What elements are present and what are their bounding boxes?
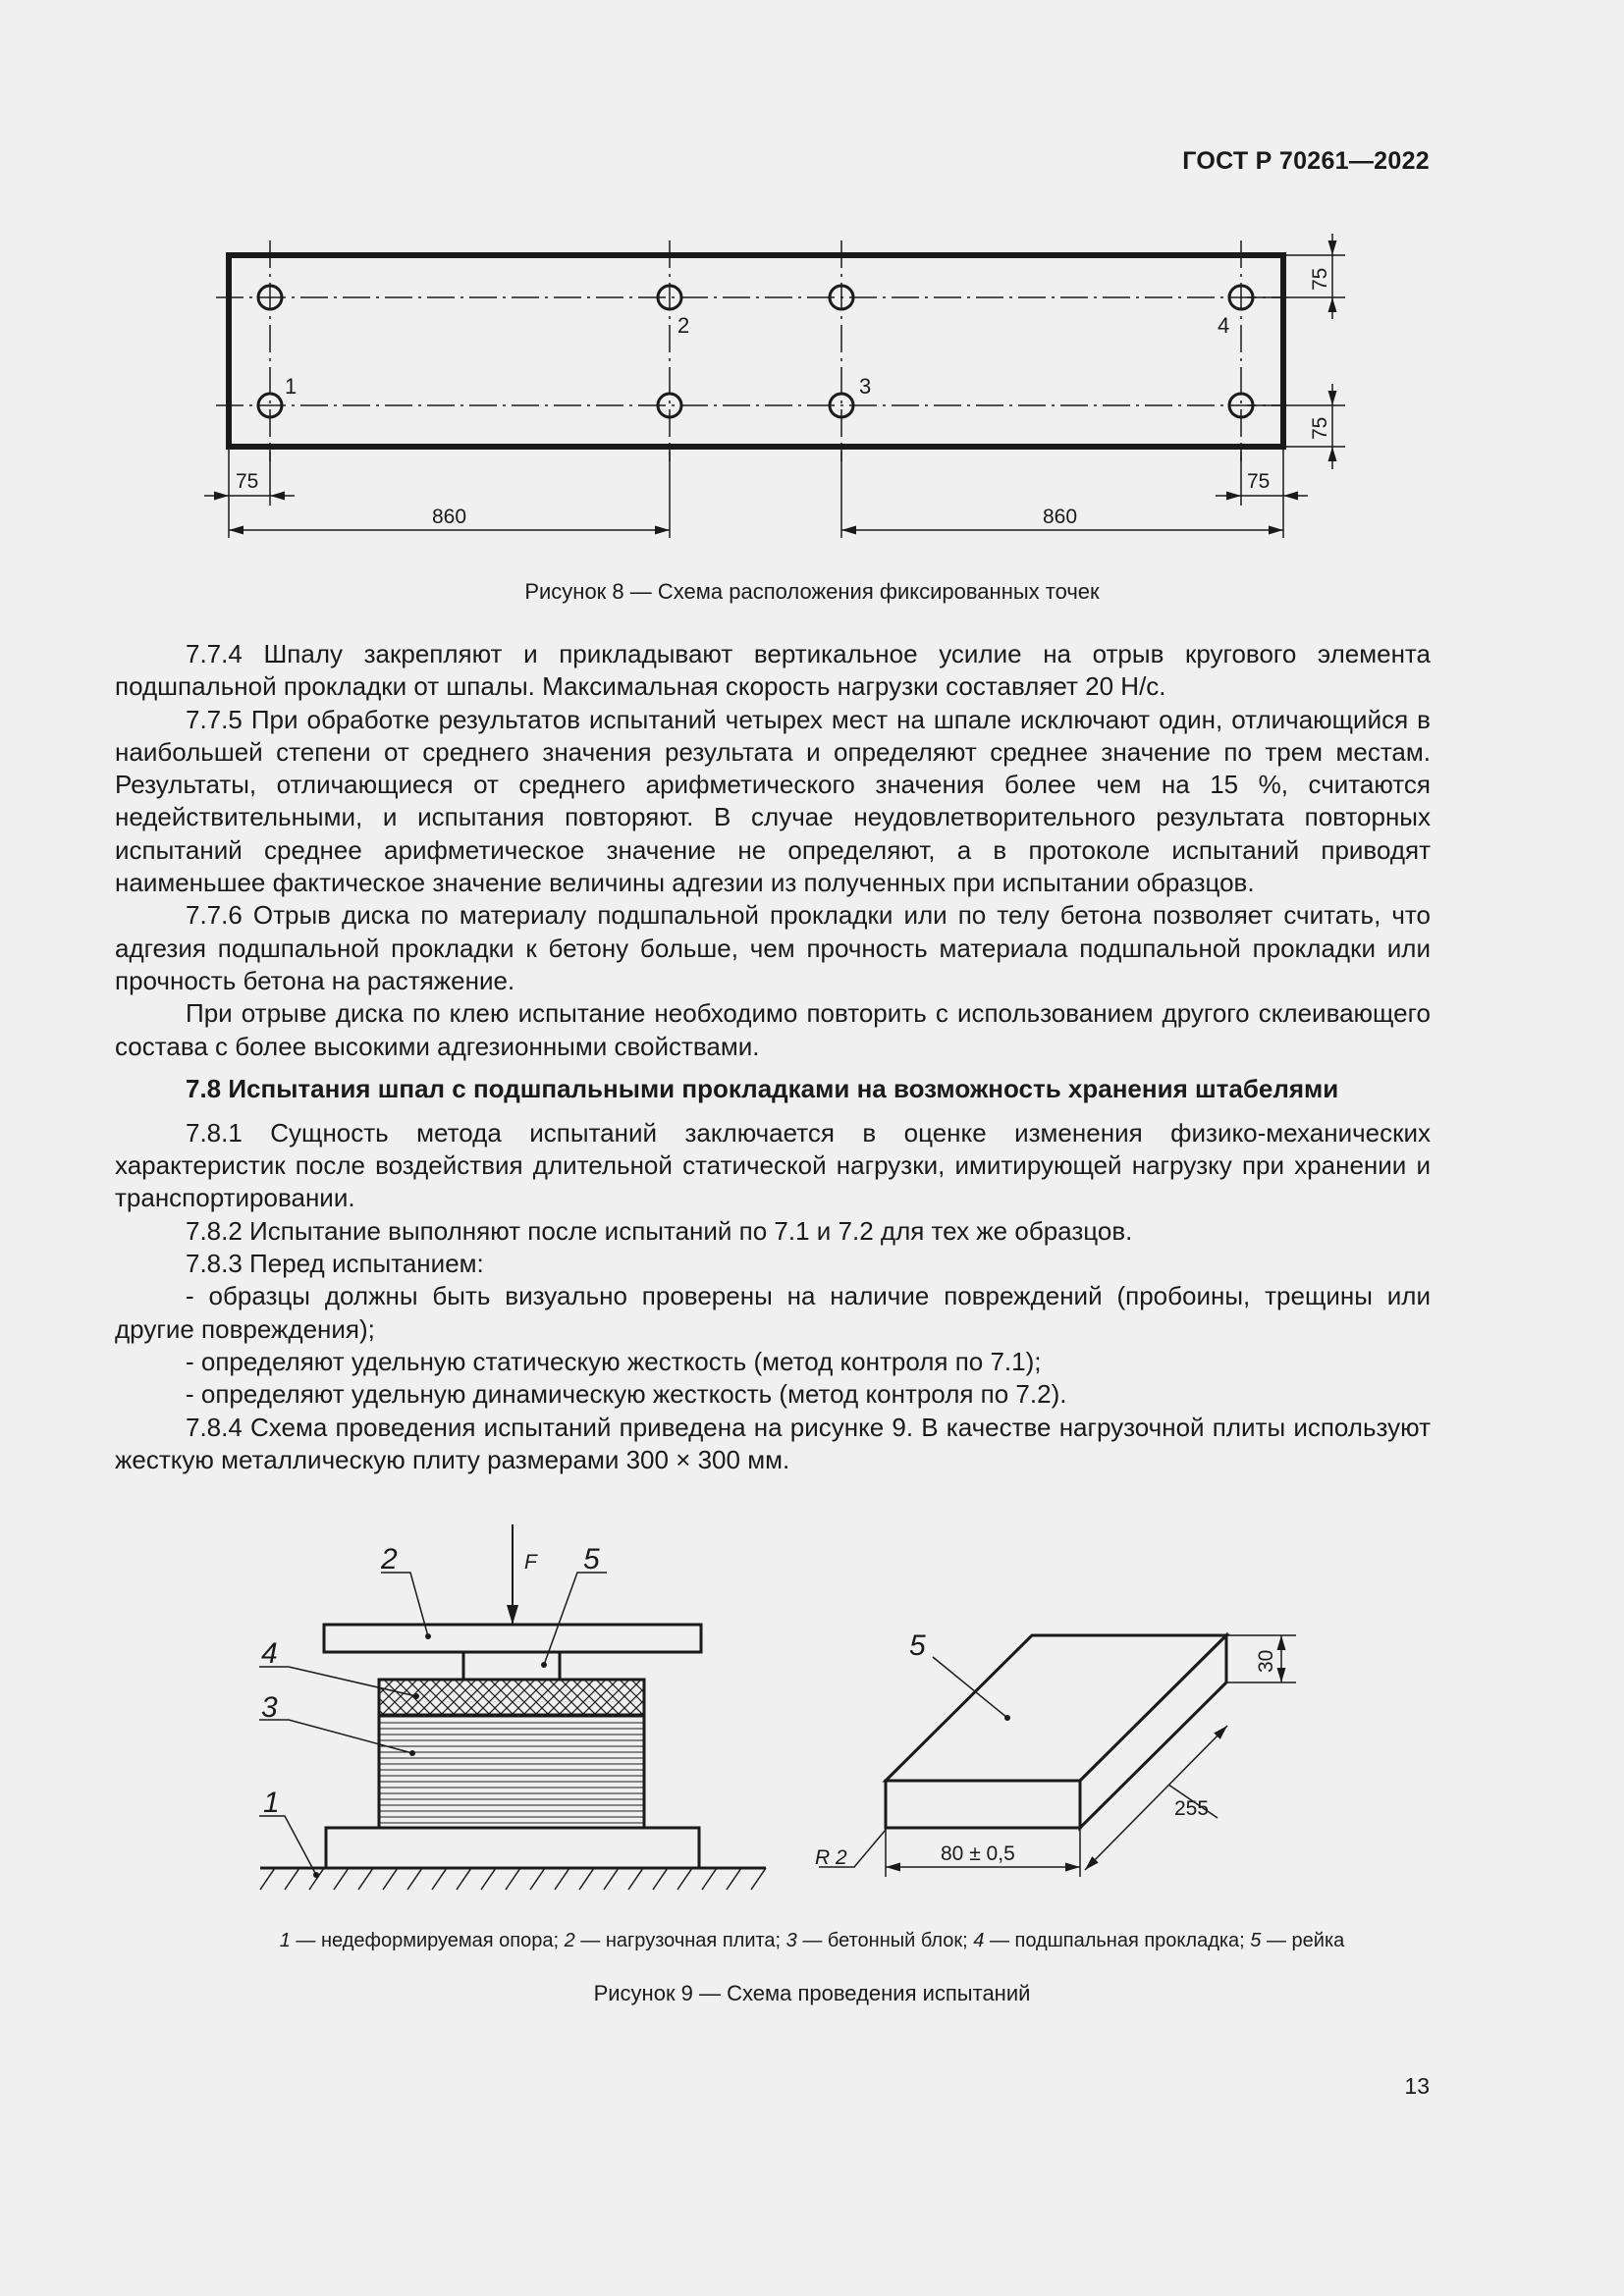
legend-num-5: 5 [1250,1930,1262,1951]
dim-right-offset: 75 [1247,470,1271,493]
legend-text-5: — рейка [1261,1930,1345,1951]
point-label-2: 2 [677,313,690,338]
body-text [115,638,1431,1476]
leader-support [259,1816,316,1875]
list-item-damage-check: - образцы должны быть визуально проверены на наличие повреждений (пробоины, трещины или другие повреждения); [115,1281,1431,1344]
ground-hatching [260,1868,766,1890]
figure-8-diagram [0,226,1624,550]
dim-radius: R 2 [815,1846,847,1869]
dim-left-offset: 75 [236,470,259,493]
dim-height: 30 [1255,1649,1277,1673]
dim-right-span: 860 [1043,506,1078,528]
section-heading-7-8: 7.8 Испытания шпал с подшпальными прокладками на возможность хранения штабелями [186,1073,1339,1103]
legend-num-4: 4 [973,1930,985,1951]
paragraph-7-8-3: 7.8.3 Перед испытанием: [186,1249,484,1279]
point-label-1: 1 [285,374,298,399]
legend-num-1: 1 [279,1930,291,1951]
legend-text-3: — бетонный блок; [796,1930,974,1951]
rigid-support [326,1828,699,1868]
paragraph-7-7-6-continued: При отрыве диска по клею испытание необходимо повторить с использованием другого склеивающего состава с более высокими адгезионными свойствами. [115,998,1431,1061]
center-lines [216,240,1286,461]
dim-length: 255 [1174,1797,1210,1820]
legend-num-3: 3 [785,1930,797,1951]
sleeper-outline [229,255,1283,447]
label-rail: 5 [583,1543,600,1575]
page-number: 13 [1404,2073,1430,2099]
paragraph-7-7-5: 7.7.5 При обработке результатов испытаний четырех мест на шпале исключают один, отличающийся в наибольшей степени от среднего значения результата и определяют среднее значение по трем местам. Результаты, отличающиеся от среднего арифметического значения более чем на 15 %, считаются недействительными, и испытания повторяют. В случае неудовлетворительного результата повторных испытаний среднее арифметическое значение не определяют, а в протоколе испытаний приводят наименьшее фактическое значение величины адгезии из полученных при испытании образцов. [115,704,1431,898]
paragraph-7-8-1: 7.8.1 Сущность метода испытаний заключается в оценке изменения физико-механических характеристик после воздействия длительной статической нагрузки, имитирующей нагрузку при хранении и транспортировании. [115,1117,1431,1213]
paragraph-7-7-6: 7.7.6 Отрыв диска по материалу подшпальной прокладки или по телу бетона позволяет считать, что адгезия подшпальной прокладки к бетону больше, чем прочность материала подшпальной прокладки или прочность бетона на растяжение. [115,900,1431,995]
dim-width: 80 ± 0,5 [941,1842,1015,1865]
label-block: 3 [261,1691,278,1724]
legend-num-2: 2 [564,1930,575,1951]
paragraph-7-8-2: 7.8.2 Испытание выполняют после испытаний по 7.1 и 7.2 для тех же образцов. [186,1215,1133,1246]
dim-bottom-offset: 75 [1309,416,1331,440]
paragraph-7-7-4: 7.7.4 Шпалу закрепляют и прикладывают вертикальное усилие на отрыв кругового элемента подшпальной прокладки от шпалы. Максимальная скорость нагрузки составляет 20 Н/с. [115,639,1431,702]
figure-8-caption: Рисунок 8 — Схема расположения фиксированных точек [524,579,1100,604]
paragraph-7-8-4: 7.8.4 Схема проведения испытаний приведена на рисунке 9. В качестве нагрузочной плиты используют жесткую металлическую плиту размерами 300 × 300 мм. [115,1412,1431,1474]
list-item-dynamic-stiffness: - определяют удельную динамическую жесткость (метод контроля по 7.2). [186,1379,1067,1410]
label-support: 1 [263,1787,280,1819]
dim-left-span: 860 [432,506,467,528]
figure-9-legend [0,1930,1624,1952]
load-plate [324,1625,701,1652]
legend-text-2: — нагрузочная плита; [574,1930,786,1951]
figure-9-diagram [0,1512,1624,1924]
figure-9-caption: Рисунок 9 — Схема проведения испытаний [593,1981,1031,2005]
label-plate: 2 [381,1543,398,1575]
legend-text-4: — подшпальная прокладка; [984,1930,1251,1951]
label-pad: 4 [261,1637,278,1670]
legend-text-1: — недеформируемая опора; [290,1930,565,1951]
force-label: F [524,1551,537,1574]
label-rail-specimen: 5 [909,1629,926,1662]
document-code: ГОСТ Р 70261—2022 [1182,147,1430,175]
list-item-static-stiffness: - определяют удельную статическую жесткость (метод контроля по 7.1); [186,1346,1042,1376]
concrete-block [379,1715,644,1828]
rail-front-face [886,1781,1080,1828]
point-label-4: 4 [1218,313,1230,338]
point-label-3: 3 [859,374,872,399]
dim-top-offset: 75 [1309,267,1331,291]
